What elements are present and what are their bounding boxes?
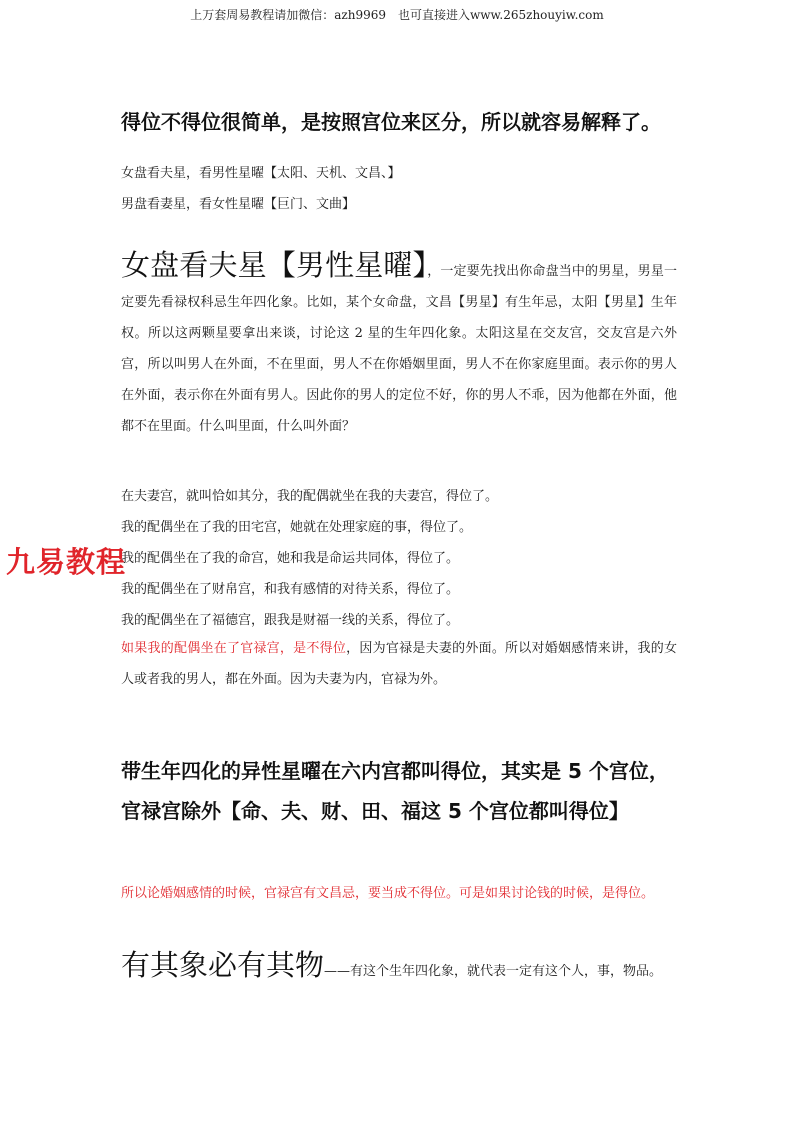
red-note: 所以论婚姻感情的时候，官禄宫有文昌忌，要当成不得位。可是如果讨论钱的时候，是得位。	[121, 886, 655, 901]
palace-line-spouse: 在夫妻宫，就叫恰如其分，我的配偶就坐在我的夫妻宫，得位了。	[121, 489, 499, 504]
intro-heading: 得位不得位很简单，是按照宫位来区分，所以就容易解释了。	[121, 110, 661, 134]
watermark-logo: 九易教程	[6, 545, 127, 579]
section-object	[121, 943, 662, 984]
palace-line-fortune: 我的配偶坐在了福德宫，跟我是财福一线的关系，得位了。	[121, 613, 460, 628]
intro-line-male: 男盘看妻星，看女性星曜【巨门、文曲】	[121, 197, 356, 212]
heading2-line2: 官禄宫除外【命、夫、财、田、福这 5 个宫位都叫得位】	[121, 799, 629, 823]
intro-line-female: 女盘看夫星，看男性星曜【太阳、天机、文昌、】	[121, 166, 401, 181]
official-palace-rest-text: ，因为官禄是夫妻的外面。所以对婚姻感情来讲，我的女人或者我的男人，都在外面。因为夫妻为内，官禄为外。	[121, 641, 677, 687]
section-object-body: 有这个生年四化象，就代表一定有这个人，事，物品。	[350, 964, 663, 979]
section-object-title: 有其象必有其物	[121, 948, 325, 982]
official-palace-paragraph	[121, 633, 677, 695]
heading2-line1: 带生年四化的异性星曜在六内宫都叫得位，其实是 5 个宫位，	[121, 759, 669, 783]
section-object-dash: ——	[324, 964, 351, 979]
section-female-title: 女盘看夫星【男性星曜】	[121, 248, 428, 282]
official-palace-red-text: 如果我的配偶坐在了官禄宫，是不得位	[121, 641, 347, 656]
palace-line-property: 我的配偶坐在了我的田宅宫，她就在处理家庭的事，得位了。	[121, 520, 473, 535]
palace-line-life: 我的配偶坐在了我的命宫，她和我是命运共同体，得位了。	[121, 551, 460, 566]
page-header: 上万套周易教程请加微信：azh9969 也可直接进入www.265zhouyiw.com	[190, 8, 604, 22]
section-female-chart	[121, 250, 677, 442]
section-female-body: ，一定要先找出你命盘当中的男星，男星一定要先看禄权科忌生年四化象。比如，某个女命盘，文昌【男星】有生年忌，太阳【男星】生年权。所以这两颗星要拿出来谈，讨论这 2 星的生年四化象。太阳这星在交友宫，交友宫是六外宫，所以叫男人在外面，不在里面，男人不在你婚姻里面，男人不在你家庭里面。表示你的男人在外面，表示你在外面有男人。因此你的男人的定位不好，你的男人不乖，因为他都在外面，他都不在里面。什么叫里面，什么叫外面？	[121, 264, 677, 434]
palace-line-wealth: 我的配偶坐在了财帛宫，和我有感情的对待关系，得位了。	[121, 582, 460, 597]
